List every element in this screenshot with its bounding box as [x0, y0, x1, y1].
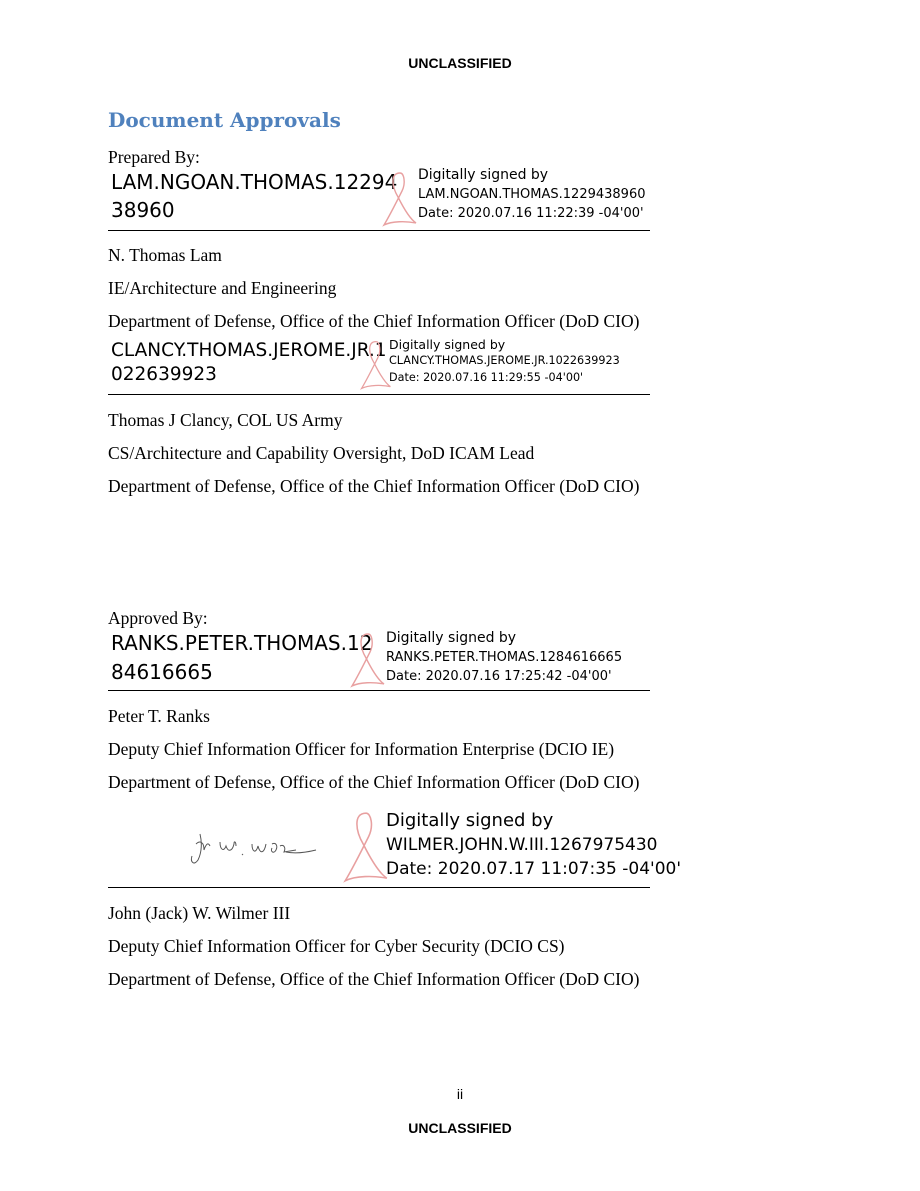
signer-role: IE/Architecture and Engineering — [108, 278, 337, 298]
signer-name-line2: 38960 — [111, 198, 175, 222]
acrobat-signature-icon — [380, 169, 420, 229]
page-title: Document Approvals — [108, 108, 341, 132]
signer-person-name: Peter T. Ranks — [108, 706, 210, 726]
header-classification: UNCLASSIFIED — [408, 55, 512, 71]
digitally-signed-label: Digitally signed by — [386, 630, 517, 646]
digitally-signed-label: Digitally signed by — [386, 810, 554, 831]
digitally-signed-label: Digitally signed by — [389, 337, 506, 352]
signer-name-line2: 022639923 — [111, 364, 217, 385]
signature-block-lam[interactable] — [108, 167, 650, 231]
acrobat-signature-icon — [348, 630, 388, 690]
acrobat-signature-icon — [340, 808, 392, 886]
signer-person-name: Thomas J Clancy, COL US Army — [108, 410, 343, 430]
signer-organization: Department of Defense, Office of the Chief Information Officer (DoD CIO) — [108, 311, 640, 331]
signer-id: CLANCY.THOMAS.JEROME.JR.1022639923 — [389, 354, 620, 367]
signer-organization: Department of Defense, Office of the Chief Information Officer (DoD CIO) — [108, 476, 640, 496]
signer-id: WILMER.JOHN.W.III.1267975430 — [386, 835, 658, 855]
signature-date: Date: 2020.07.17 11:07:35 -04'00' — [386, 859, 682, 879]
signer-name-line2: 84616665 — [111, 660, 213, 684]
signature-block-clancy[interactable] — [108, 336, 650, 395]
signer-role: Deputy Chief Information Officer for Information Enterprise (DCIO IE) — [108, 739, 615, 759]
signature-date: Date: 2020.07.16 11:29:55 -04'00' — [389, 371, 584, 384]
signer-role: Deputy Chief Information Officer for Cyber Security (DCIO CS) — [108, 936, 565, 956]
signer-id: RANKS.PETER.THOMAS.1284616665 — [386, 650, 623, 665]
digitally-signed-label: Digitally signed by — [418, 167, 549, 183]
signer-person-name: John (Jack) W. Wilmer III — [108, 903, 291, 923]
signature-block-wilmer[interactable] — [108, 806, 682, 888]
approved-by-label: Approved By: — [108, 608, 208, 628]
prepared-by-label: Prepared By: — [108, 147, 200, 167]
signature-block-ranks[interactable] — [108, 628, 650, 691]
footer-classification: UNCLASSIFIED — [408, 1120, 512, 1136]
signer-organization: Department of Defense, Office of the Chief Information Officer (DoD CIO) — [108, 969, 640, 989]
signature-date: Date: 2020.07.16 11:22:39 -04'00' — [418, 206, 644, 221]
page-number: ii — [456, 1086, 464, 1102]
signer-name-line1: RANKS.PETER.THOMAS.12 — [111, 631, 373, 655]
handwritten-signature-image — [186, 820, 318, 870]
signer-role: CS/Architecture and Capability Oversight, DoD ICAM Lead — [108, 443, 535, 463]
signer-name-line1: CLANCY.THOMAS.JEROME.JR.1 — [111, 340, 387, 361]
signer-name-line1: LAM.NGOAN.THOMAS.12294 — [111, 170, 398, 194]
signer-organization: Department of Defense, Office of the Chief Information Officer (DoD CIO) — [108, 772, 640, 792]
signer-person-name: N. Thomas Lam — [108, 245, 222, 265]
signature-date: Date: 2020.07.16 17:25:42 -04'00' — [386, 669, 612, 684]
signer-id: LAM.NGOAN.THOMAS.1229438960 — [418, 187, 646, 202]
